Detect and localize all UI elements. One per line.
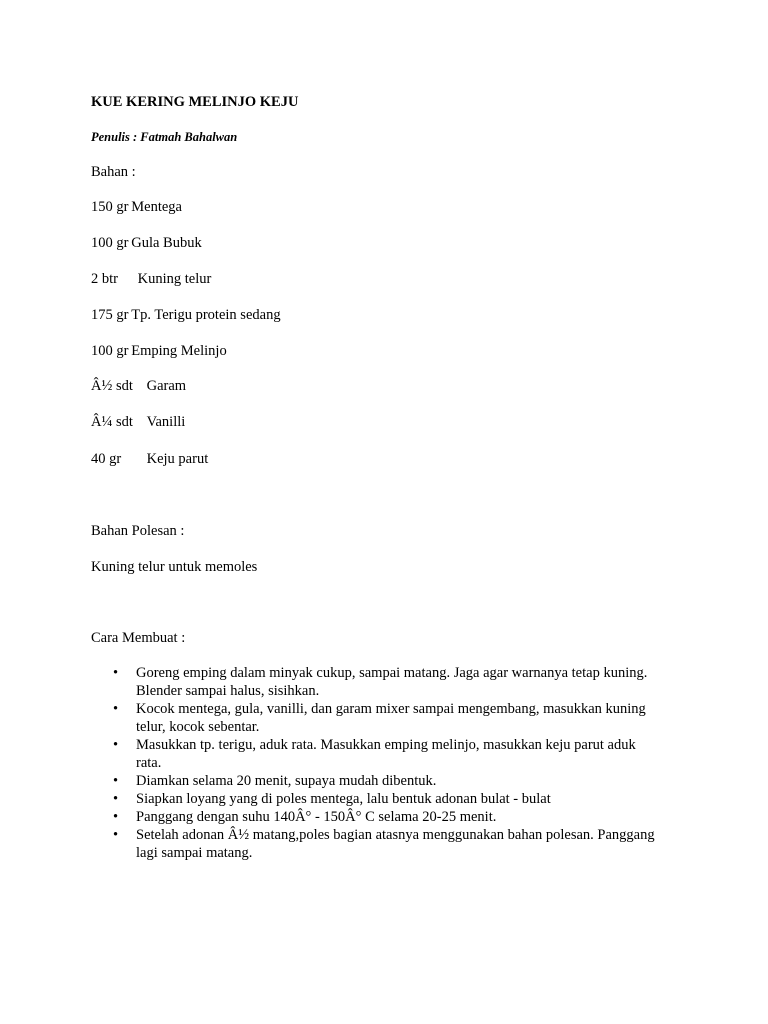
step-line: Panggang dengan suhu 140Â° - 150Â° C selama 20-25 menit. <box>136 809 497 825</box>
ingredient-name: Tp. Terigu protein sedang <box>131 307 281 323</box>
list-item <box>91 808 691 826</box>
method-steps-list <box>91 664 691 862</box>
bullet-icon: • <box>113 827 119 843</box>
polesan-text: Kuning telur untuk memoles <box>91 559 258 575</box>
step-line: Setelah adonan Â½ matang,poles bagian atasnya menggunakan bahan polesan. Panggang <box>136 827 655 843</box>
bullet-icon: • <box>113 773 119 789</box>
ingredient-name: Emping Melinjo <box>131 343 227 359</box>
method-heading: Cara Membuat : <box>91 630 186 646</box>
list-item <box>91 664 691 700</box>
ingredient-name: Keju parut <box>146 451 209 467</box>
step-line: Diamkan selama 20 menit, supaya mudah dibentuk. <box>136 773 437 789</box>
list-item <box>91 736 691 772</box>
ingredients-heading: Bahan : <box>91 164 136 180</box>
polesan-heading: Bahan Polesan : <box>91 523 185 539</box>
ingredient-name: Vanilli <box>146 414 186 430</box>
ingredient-qty: 100 gr <box>91 235 129 251</box>
ingredient-item <box>91 342 227 360</box>
bullet-icon: • <box>113 809 119 825</box>
ingredient-qty: 40 gr <box>91 451 122 467</box>
ingredient-qty: Â½ sdt <box>91 378 133 394</box>
bullet-icon: • <box>113 737 119 753</box>
ingredient-qty: 2 btr <box>91 271 118 287</box>
list-item <box>91 772 691 790</box>
step-line: rata. <box>136 755 162 771</box>
ingredient-qty: 100 gr <box>91 343 129 359</box>
recipe-title: KUE KERING MELINJO KEJU <box>91 94 299 110</box>
step-line: Kocok mentega, gula, vanilli, dan garam mixer sampai mengembang, masukkan kuning <box>136 701 646 717</box>
list-item <box>91 700 691 736</box>
ingredient-name: Gula Bubuk <box>131 235 202 251</box>
step-line: lagi sampai matang. <box>136 845 253 861</box>
ingredient-item <box>91 270 211 288</box>
ingredient-item <box>91 198 182 216</box>
bullet-icon: • <box>113 791 119 807</box>
step-line: Masukkan tp. terigu, aduk rata. Masukkan emping melinjo, masukkan keju parut aduk <box>136 737 636 753</box>
author-line: Penulis : Fatmah Bahalwan <box>91 130 238 144</box>
ingredient-item <box>91 306 281 324</box>
bullet-icon: • <box>113 701 119 717</box>
ingredient-qty: 150 gr <box>91 199 129 215</box>
list-item <box>91 826 691 862</box>
ingredient-name: Kuning telur <box>137 271 212 287</box>
ingredient-item <box>91 234 202 252</box>
ingredient-name: Garam <box>146 378 187 394</box>
list-item <box>91 790 691 808</box>
ingredient-qty: 175 gr <box>91 307 129 323</box>
step-line: telur, kocok sebentar. <box>136 719 260 735</box>
step-line: Goreng emping dalam minyak cukup, sampai matang. Jaga agar warnanya tetap kuning. <box>136 665 648 681</box>
step-line: Siapkan loyang yang di poles mentega, lalu bentuk adonan bulat - bulat <box>136 791 551 807</box>
step-line: Blender sampai halus, sisihkan. <box>136 683 320 699</box>
ingredient-item <box>91 377 186 395</box>
ingredient-name: Mentega <box>131 199 182 215</box>
bullet-icon: • <box>113 665 119 681</box>
ingredient-qty: Â¼ sdt <box>91 414 133 430</box>
ingredient-item <box>91 413 185 431</box>
ingredient-item <box>91 450 208 468</box>
